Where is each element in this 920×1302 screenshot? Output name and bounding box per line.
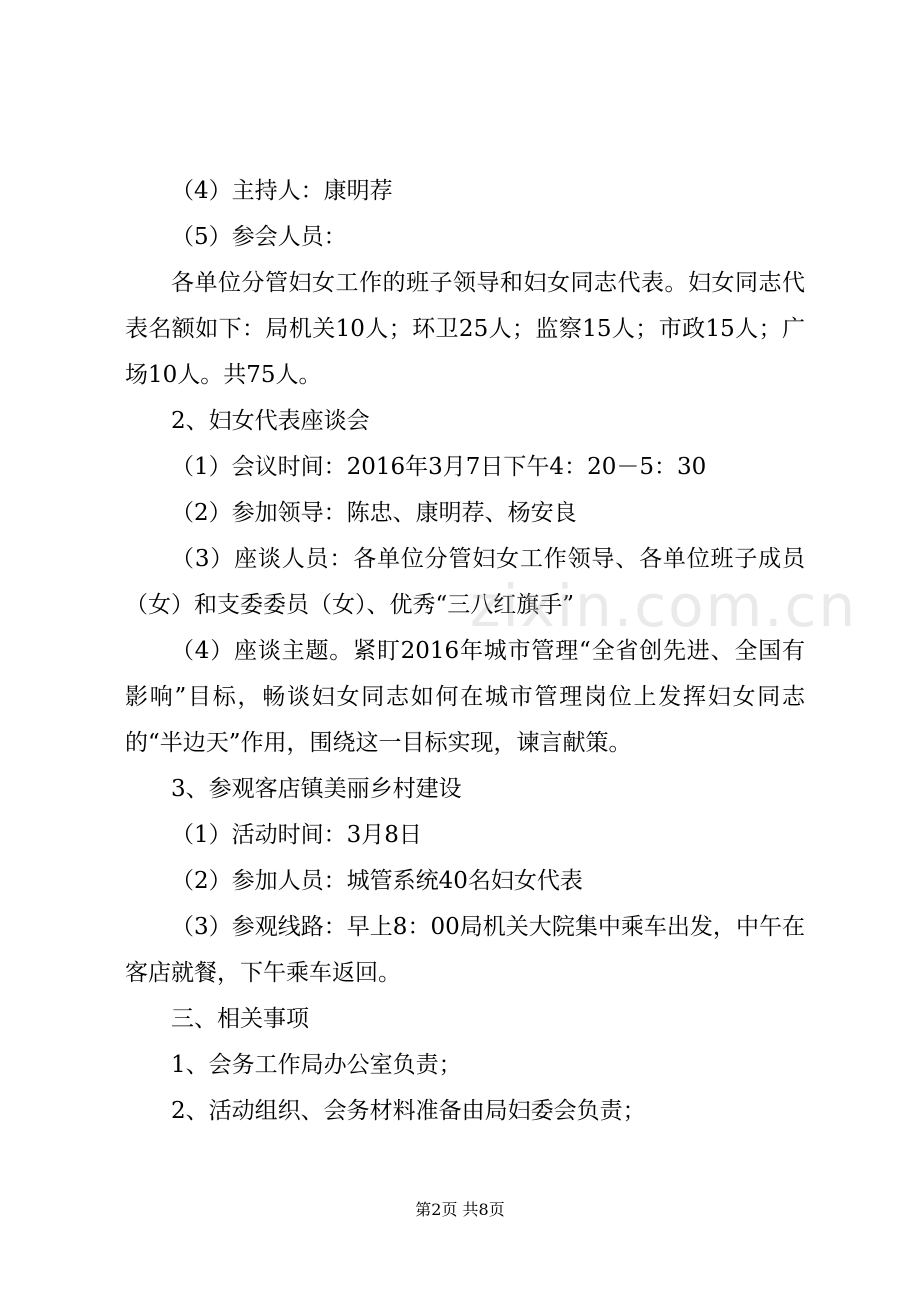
paragraph-leaders: （2）参加领导：陈忠、康明荐、杨安良 xyxy=(171,500,577,526)
section-heading-visit: 3、参观客店镇美丽乡村建设 xyxy=(171,776,462,802)
paragraph-meeting-time: （1）会议时间：2016年3月7日下午4：20－5：30 xyxy=(171,454,707,480)
paragraph-visit-participants: （2）参加人员：城管系统40名妇女代表 xyxy=(171,868,583,894)
paragraph-host: （4）主持人：康明荐 xyxy=(171,178,393,204)
document-body xyxy=(125,168,805,1134)
paragraph-attendees-heading: （5）参会人员： xyxy=(171,224,347,250)
page-footer: 第2页 共8页 xyxy=(415,1200,505,1219)
section-heading-symposium: 2、妇女代表座谈会 xyxy=(171,408,370,434)
watermark-text: zixin.com.cn xyxy=(470,572,858,640)
paragraph-matter-2: 2、活动组织、会务材料准备由局妇委会负责； xyxy=(171,1098,646,1124)
paragraph-activity-time: （1）活动时间：3月8日 xyxy=(171,822,422,848)
paragraph-route: （3）参观线路：早上8：00局机关大院集中乘车出发，中午在客店就餐，下午乘车返回。 xyxy=(125,914,805,986)
paragraph-theme: （4）座谈主题。紧盯2016年城市管理“全省创先进、全国有影响”目标，畅谈妇女同志如何在城市管理岗位上发挥妇女同志的“半边天”作用，围绕这一目标实现，谏言献策。 xyxy=(125,638,805,756)
section-heading-related-matters: 三、相关事项 xyxy=(171,1006,309,1032)
paragraph-attendees-detail: 各单位分管妇女工作的班子领导和妇女同志代表。妇女同志代表名额如下：局机关10人；环卫25人；监察15人；市政15人；广场10人。共75人。 xyxy=(125,270,805,388)
paragraph-participants: （3）座谈人员：各单位分管妇女工作领导、各单位班子成员（女）和支委委员（女）、优秀“三八红旗手” xyxy=(125,546,805,618)
paragraph-matter-1: 1、会务工作局办公室负责； xyxy=(171,1052,462,1078)
